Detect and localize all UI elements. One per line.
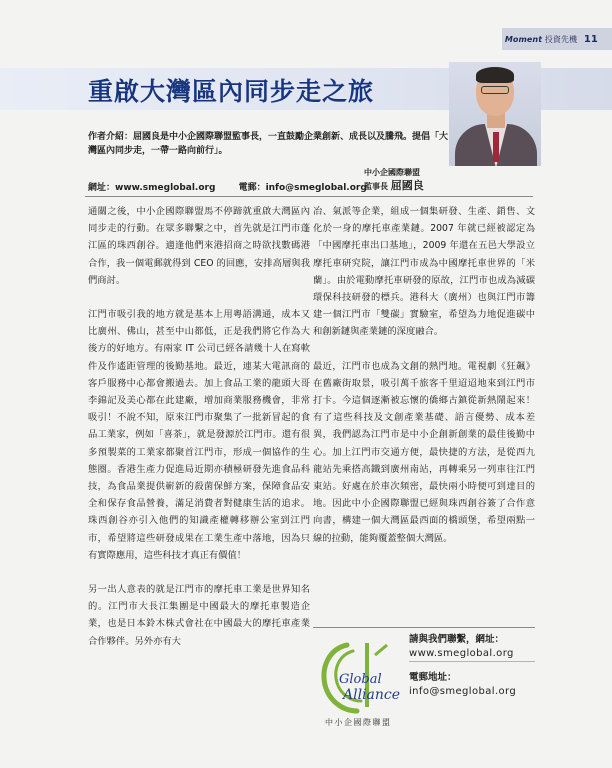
- contact-box: [313, 627, 535, 737]
- contact-divider: [313, 627, 535, 628]
- body-column-right: [313, 203, 535, 564]
- body-column-left: [88, 203, 310, 667]
- signature-title: 監事長: [364, 182, 388, 191]
- contact-text: [409, 633, 516, 699]
- running-head: [505, 34, 598, 45]
- paragraph: 冶、氣派等企業，組成一個集研發、生產、銷售、文化於一身的摩托車產業鏈。2007 年就已經被認定為「中國摩托車出口基地」，2009 年還在五邑大學設立摩托車研究院，讓江門市成為中國摩托車世界的「米蘭」。由於電動摩托車研發的原故，江門市也成為減碳環保科技研發的標兵。港科大（廣州）也與江門市籌建一個江門市「雙碳」實驗室，希望為力地促進碳中和創新鏈與產業鏈的深度融合。: [313, 206, 535, 338]
- paragraph: 最近，江門市也成為文創的熱門地。電視劇《狂飆》在舊廠街取景，吸引萬千旅客千里迢迢地來到江門市打卡。今這個逐漸被忘懷的僑鄉古鎮從新熱鬧起來！有了這些科技及文創產業基礎、語言優勢、成本差異，我們認為江門市是中小企創新創業的最佳後勤中心。加上江門市交通方便，最快捷的方法，是從西九龍站先乘搭高鐵到廣州南站，再轉乘另一列車往江門東站。好處在於車次頻密，最快兩小時便可到達目的地。因此中小企國際聯盟已經與珠西創谷簽了合作意向書，構建一個大灣區最西面的橋頭堡，希望兩點一線的拉動，能夠覆蓋整個大灣區。: [313, 360, 535, 544]
- author-intro: 作者介紹：屈國良是中小企國際聯盟監事長，一直鼓勵企業創新、成長以及騰飛。提倡「大灣區內同步走，一帶一路向前行」。: [88, 132, 449, 156]
- logo-word-global: Global: [339, 672, 382, 687]
- signature-org: 中小企國際聯盟: [364, 168, 420, 177]
- author-signature: [364, 166, 424, 193]
- header-divider: [85, 196, 533, 197]
- magazine-brand: Moment: [504, 35, 543, 44]
- paragraph: 通關之後，中小企國際聯盟馬不停蹄就重啟大灣區內同步走的行動。在眾多聯繫之中，首先就是江門市蓬江區的珠西創谷。適逢他們來港招商之時欲找數碼港合作，我一個電郵就得到 CEO 的回應，安排高層與我們商討。: [88, 206, 310, 286]
- contact-inner-divider: [409, 661, 535, 662]
- header-contact-line: [88, 180, 387, 193]
- section-name: 投資先機: [544, 35, 578, 44]
- signature-name: 屈國良: [390, 179, 424, 192]
- contact-email-label: 電郵地址：: [409, 672, 457, 683]
- global-alliance-logo-icon: [317, 637, 407, 723]
- logo-word-alliance: Alliance: [343, 687, 401, 703]
- contact-email: info@smeglobal.org: [409, 686, 517, 697]
- logo-caption: 中小企國際聯盟: [325, 718, 392, 727]
- author-portrait: [449, 62, 541, 166]
- contact-website: www.smeglobal.org: [409, 648, 514, 659]
- contact-label: 請與我們聯繫，網址：: [409, 634, 505, 645]
- article-title: 重啟大灣區內同步走之旅: [88, 77, 375, 106]
- header-email: 電郵：info@smeglobal.org: [238, 183, 367, 193]
- page-number: 11: [583, 34, 598, 45]
- paragraph: 江門市吸引我的地方就是基本上用粵語溝通，成本又比廣州、佛山，甚至中山都低，正是我們將它作為大後方的好地方。有兩家 IT 公司已經各請幾十人在寫軟件及作遙距管理的後勤基地。最近，連某大電訊商的客戶服務中心都會搬過去。加上食品工業的龍頭大哥李錦記及美心都在此建廠，增加商業服務機會，非常吸引！不說不知，原來江門市聚集了一批新冒起的食品工業家，例如「喜茶」，就是發源於江門市。還有很多預製菜的工業家都聚首江門市，形成一個協作的生態圈。香港生產力促進局近期亦積極研發先進食品科技，為食品業提供嶄新的殺菌保鮮方案，保障食品安全和保存食品營養，滿足消費者對健康生活的追求。珠西創谷亦引入他們的知識產權轉移辦公室到江門市，希望將這些研發成果在工業生產中落地，因為只有實際應用，這些科技才真正有價值！: [88, 309, 310, 561]
- header-website: 網址：www.smeglobal.org: [88, 183, 216, 193]
- paragraph: 另一出人意表的就是江門市的摩托車工業是世界知名的。江門市大長江集團是中國最大的摩托車製造企業，也是日本鈴木株式會社在中國最大的摩托車產業 合作夥伴。另外亦有大: [88, 584, 310, 647]
